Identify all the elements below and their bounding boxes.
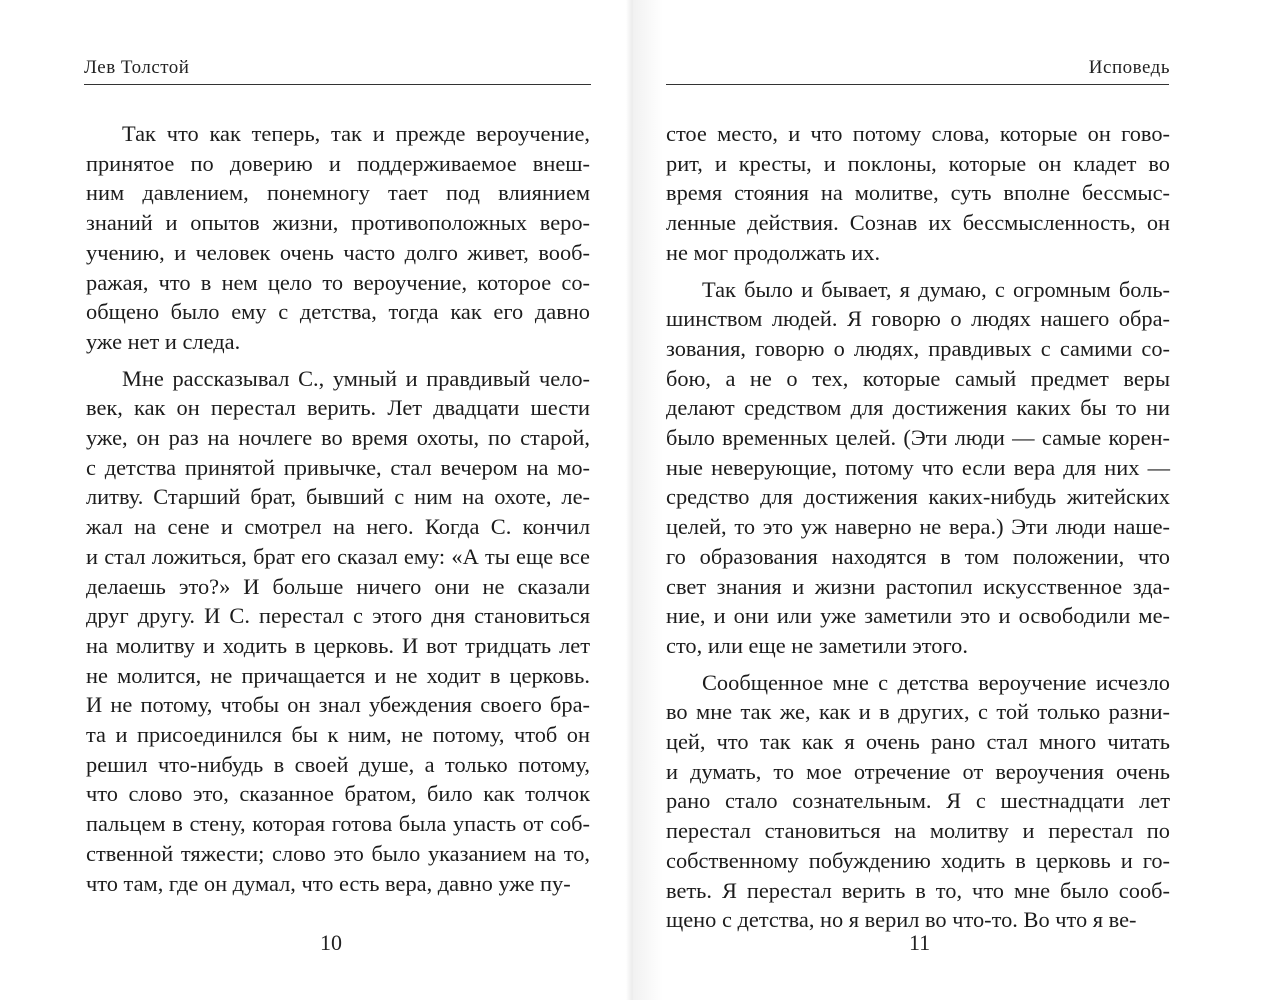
paragraph xyxy=(666,275,1170,661)
text-line: рит, и кресты, и поклоны, которые он кладет во xyxy=(666,150,1170,176)
header-rule xyxy=(84,84,591,85)
text-line: собственному побуждению ходить в церковь и го- xyxy=(666,847,1170,873)
text-line: уже, он раз на ночлеге во время охоты, по старой, xyxy=(86,425,590,451)
text-line: не мог продолжать их. xyxy=(666,239,881,265)
text-line: Так было и бывает, я думаю, с огромным боль- xyxy=(702,276,1170,302)
text-line: друг другу. И С. перестал с этого дня становиться xyxy=(86,603,590,629)
text-line: Сообщенное мне с детства вероучение исчезло xyxy=(702,669,1170,695)
paragraph xyxy=(86,119,590,357)
page-number: 11 xyxy=(909,930,931,955)
text-line: го образования находятся в том положении, что xyxy=(666,543,1170,569)
text-line: было временных целей. (Эти люди — самые корен- xyxy=(666,425,1170,451)
text-line: рано стало сознательным. Я с шестнадцати лет xyxy=(666,788,1170,814)
right-page xyxy=(633,0,1265,1000)
text-line: средство для достижения каких-нибудь житейских xyxy=(666,484,1170,510)
text-line: общено было ему с детства, тогда как его давно xyxy=(86,299,590,325)
text-line: жал на сене и смотрел на него. Когда С. кончил xyxy=(86,514,590,540)
running-head-author: Лев Толстой xyxy=(84,57,190,78)
text-line: во мне так же, как и в других, с той только разни- xyxy=(666,699,1170,725)
text-line: решил что-нибудь в своей душе, а только потому, xyxy=(86,751,590,777)
body-text xyxy=(666,119,1170,942)
text-line: что там, где он думал, что есть вера, давно уже пу- xyxy=(86,870,571,896)
text-line: и думать, то мое отречение от вероучения очень xyxy=(666,758,1170,784)
text-line: ние, и они или уже заметили это и освободили ме- xyxy=(666,603,1170,629)
text-line: литву. Старший брат, бывший с ним на охоте, ле- xyxy=(86,484,590,510)
text-line: стое место, и что потому слова, которые он гово- xyxy=(666,121,1170,146)
text-line: пальцем в стену, которая готова была упасть от соб- xyxy=(86,811,590,837)
text-line: и стал ложиться, брат его сказал ему: «А ты еще все xyxy=(86,543,590,569)
text-line: ражая, что в нем цело то вероучение, которое со- xyxy=(86,269,590,295)
running-head-title: Исповедь xyxy=(1088,57,1170,78)
paragraph xyxy=(666,668,1170,935)
text-line: шинством людей. Я говорю о людях нашего обра- xyxy=(666,306,1170,332)
paragraph xyxy=(666,119,1170,268)
text-line: бою, а не о тех, которые самый предмет веры xyxy=(666,365,1170,391)
text-line: делают средством для достижения каких бы то ни xyxy=(666,395,1170,421)
paragraph xyxy=(86,364,590,899)
text-line: век, как он перестал верить. Лет двадцати шести xyxy=(86,395,590,421)
text-line: перестал становиться на молитву и перестал по xyxy=(666,818,1170,844)
text-line: та и присоединился бы к ним, не потому, чтоб он xyxy=(86,722,590,748)
text-line: делаешь это?» И больше ничего они не сказали xyxy=(86,573,590,599)
text-line: цей, что так как я очень рано стал много читать xyxy=(666,729,1170,755)
text-line: Так что как теперь, так и прежде вероучение, xyxy=(122,121,590,146)
text-line: Мне рассказывал С., умный и правдивый чело- xyxy=(122,365,590,391)
text-line: зования, говорю о людях, правдивых с самими со- xyxy=(666,335,1170,361)
text-line: учению, и человек очень часто долго живет, вооб- xyxy=(86,239,590,265)
body-text xyxy=(86,119,590,905)
text-line: ним давлением, понемногу тает под влиянием xyxy=(86,180,590,206)
text-line: с детства принятой привычке, стал вечером на мо- xyxy=(86,454,590,480)
text-line: сто, или еще не заметили этого. xyxy=(666,632,968,658)
text-line: И не потому, чтобы он знал убеждения своего бра- xyxy=(86,692,590,718)
text-line: на молитву и ходить в церковь. И вот тридцать лет xyxy=(86,632,590,658)
text-line: свет знания и жизни растопил искусственное зда- xyxy=(666,573,1170,599)
page-number: 10 xyxy=(320,930,342,955)
text-line: ленные действия. Сознав их бессмысленность, он xyxy=(666,210,1170,236)
text-line: ственной тяжести; слово это было указанием на то, xyxy=(86,840,590,866)
left-page xyxy=(0,0,632,1000)
header-rule xyxy=(666,84,1169,85)
text-line: веть. Я перестал верить в то, что мне было сооб- xyxy=(666,877,1170,903)
text-line: целей, то это уж наверно не вера.) Эти люди наше- xyxy=(666,514,1170,540)
text-line: принятое по доверию и поддерживаемое внеш- xyxy=(86,150,590,176)
text-line: не молится, не причащается и не ходит в церковь. xyxy=(86,662,590,688)
text-line: ные неверующие, потому что если вера для них — xyxy=(666,454,1170,480)
text-line: знаний и опытов жизни, противоположных веро- xyxy=(86,210,590,236)
text-line: время стояния на молитве, суть вполне бессмыс- xyxy=(666,180,1170,206)
text-line: что слово это, сказанное братом, било как толчок xyxy=(86,781,590,807)
text-line: уже нет и следа. xyxy=(86,328,241,354)
text-line: щено с детства, но я верил во что-то. Во что я ве- xyxy=(666,907,1137,933)
